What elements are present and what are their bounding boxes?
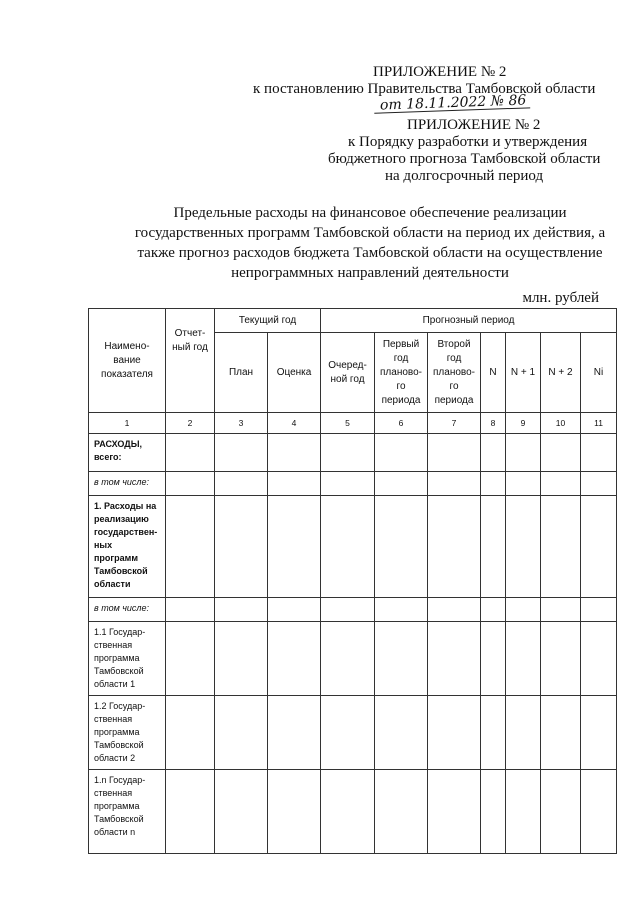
col-number: 7 <box>428 413 481 434</box>
col-next-year-header: Очеред- ной год <box>321 333 375 413</box>
col-number: 4 <box>268 413 321 434</box>
row-label: РАСХОДЫ, всего: <box>89 434 166 472</box>
row-label: в том числе: <box>89 472 166 496</box>
table-row <box>89 496 617 598</box>
col-second-plan-year-header: Второй год планово- го периода <box>428 333 481 413</box>
row-label: 1.1 Государ- ственная программа Тамбовской области 1 <box>89 622 166 696</box>
col-name-header: Наимено- вание показателя <box>89 309 166 413</box>
col-ni-header: Ni <box>581 333 617 413</box>
table-row <box>89 696 617 770</box>
document-title <box>90 203 640 283</box>
row-label: 1.n Государ- ственная программа Тамбовской области n <box>89 770 166 854</box>
row-label: 1.2 Государ- ственная программа Тамбовской области 2 <box>89 696 166 770</box>
row-label: 1. Расходы на реализацию государствен- ных программ Тамбовской области <box>89 496 166 598</box>
long-term-period: на долгосрочный период <box>385 168 544 184</box>
row-label: в том числе: <box>89 598 166 622</box>
col-number: 8 <box>481 413 506 434</box>
current-year-header: Текущий год <box>215 309 321 333</box>
col-number: 5 <box>321 413 375 434</box>
title-line-2: государственных программ Тамбовской области на период их действия, а <box>134 225 606 241</box>
col-n-plus-2-header: N + 2 <box>541 333 581 413</box>
col-number: 9 <box>506 413 541 434</box>
col-plan-header: План <box>215 333 268 413</box>
title-line-3: также прогноз расходов бюджета Тамбовской области на осуществление <box>137 245 603 261</box>
col-number: 6 <box>375 413 428 434</box>
col-estimate-header: Оценка <box>268 333 321 413</box>
col-number: 2 <box>166 413 215 434</box>
table-row <box>89 622 617 696</box>
table-row <box>89 434 617 472</box>
procedure-reference: к Порядку разработки и утверждения <box>348 134 588 150</box>
col-number: 3 <box>215 413 268 434</box>
column-numbers-row <box>89 413 617 434</box>
appendix-title-2: ПРИЛОЖЕНИЕ № 2 <box>407 117 541 133</box>
table-row <box>89 598 617 622</box>
forecast-period-header: Прогнозный период <box>321 309 617 333</box>
col-report-year-header: Отчет- ный год <box>166 309 215 413</box>
col-n-header: N <box>481 333 506 413</box>
resolution-reference: к постановлению Правительства Тамбовской области <box>253 81 596 97</box>
unit-label: млн. рублей <box>522 290 599 306</box>
budget-forecast-reference: бюджетного прогноза Тамбовской области <box>328 151 601 167</box>
table-row <box>89 770 617 854</box>
table-row <box>89 472 617 496</box>
col-first-plan-year-header: Первый год планово- го периода <box>375 333 428 413</box>
title-line-1: Предельные расходы на финансовое обеспечение реализации <box>173 205 567 221</box>
header-row-groups <box>89 309 617 333</box>
col-n-plus-1-header: N + 1 <box>506 333 541 413</box>
handwritten-text: от 18.11.2022 № 86 <box>379 92 527 114</box>
expenses-table <box>88 308 617 854</box>
title-line-4: непрограммных направлений деятельности <box>231 265 509 281</box>
col-number: 11 <box>581 413 617 434</box>
appendix-title: ПРИЛОЖЕНИЕ № 2 <box>373 64 507 80</box>
col-number: 1 <box>89 413 166 434</box>
col-number: 10 <box>541 413 581 434</box>
